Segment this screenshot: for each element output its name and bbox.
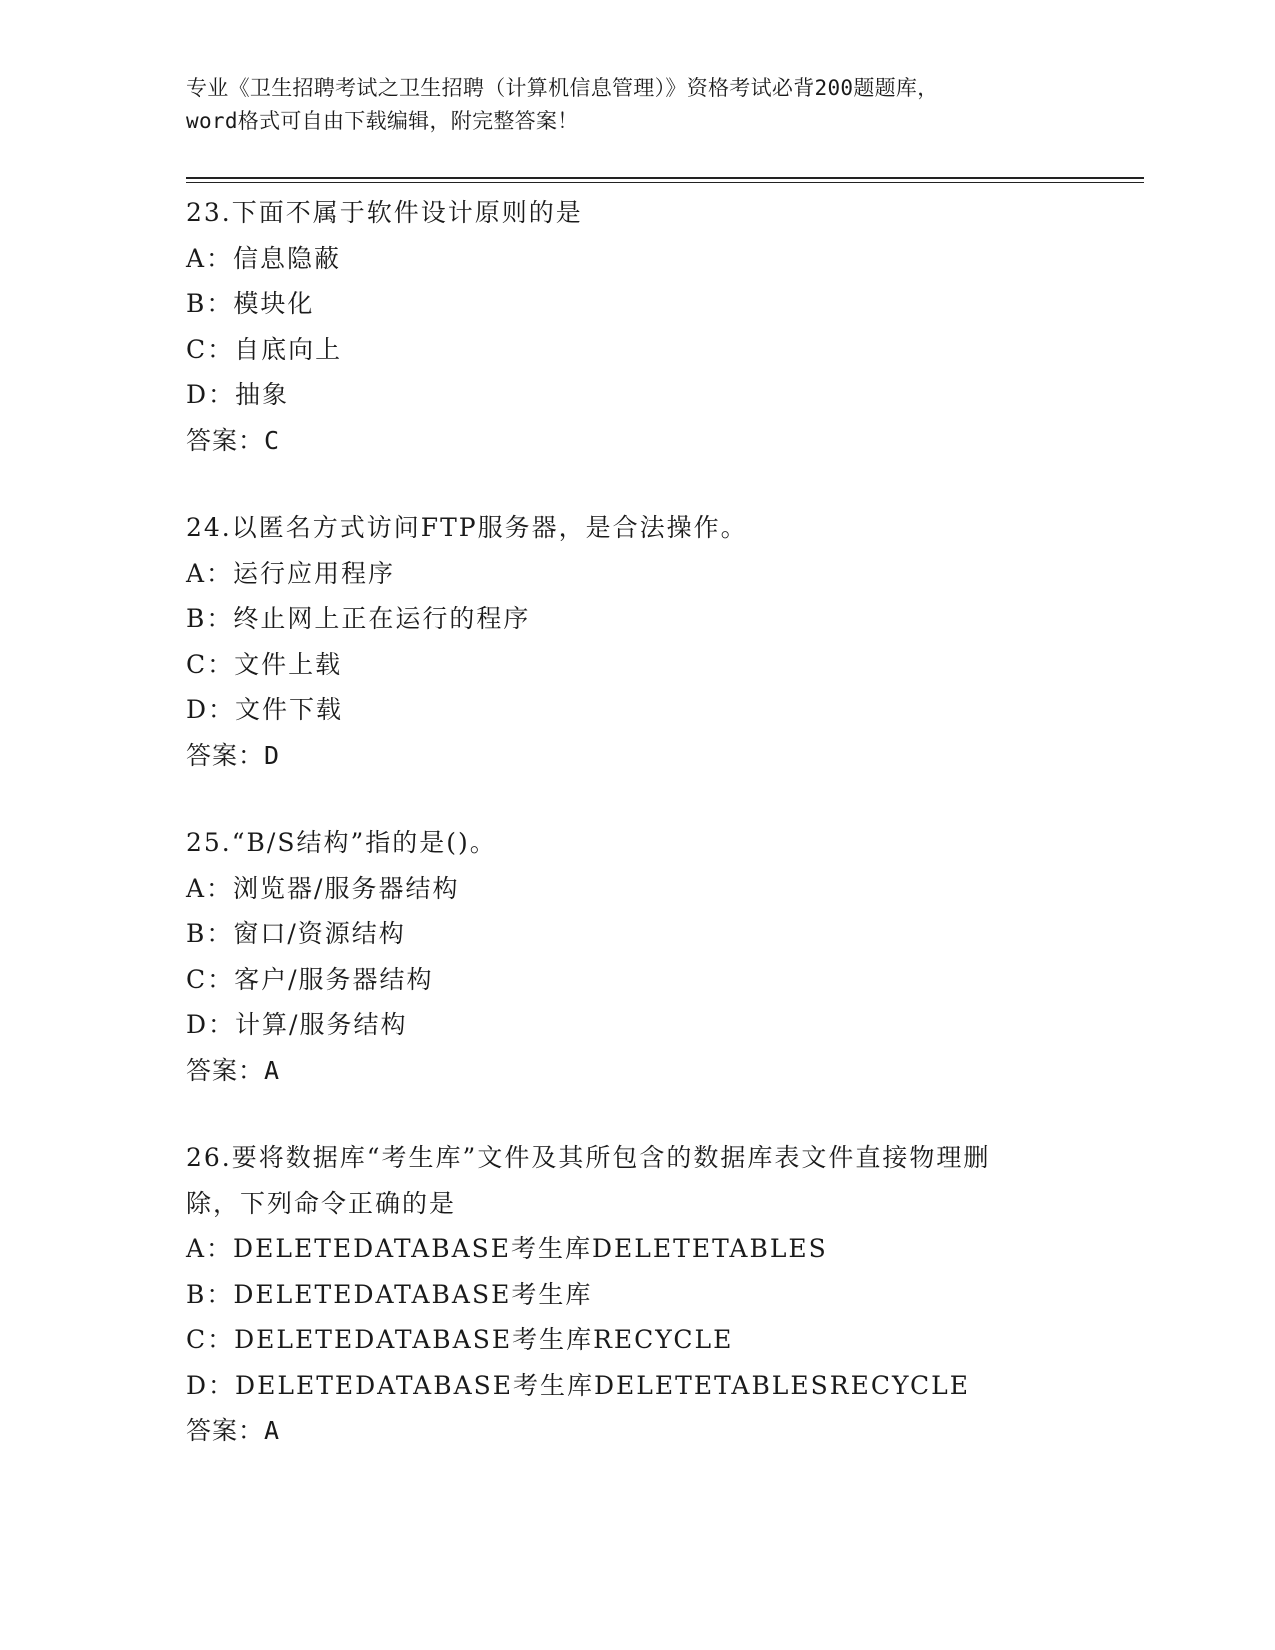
answer-label: 答案： [186, 740, 265, 770]
question-list [186, 190, 1086, 1496]
question-23 [186, 190, 1086, 463]
answer-line [186, 733, 1086, 779]
document-header [186, 72, 1086, 138]
answer-label: 答案： [186, 1055, 265, 1085]
answer-label: 答案： [186, 425, 265, 455]
header-line-2: word格式可自由下载编辑，附完整答案！ [186, 109, 579, 133]
answer-value: C [264, 425, 281, 455]
question-stem: 23.下面不属于软件设计原则的是 [186, 198, 583, 227]
question-stem: 24.以匿名方式访问FTP服务器，是合法操作。 [186, 513, 748, 542]
header-divider-thick [186, 177, 1144, 179]
option-a: A：DELETEDATABASE考生库DELETETABLES [186, 1234, 828, 1263]
question-stem: 25.“B/S结构”指的是()。 [186, 828, 497, 857]
answer-label: 答案： [186, 1416, 265, 1445]
option-b: B：DELETEDATABASE考生库 [186, 1279, 593, 1309]
option-a: A：浏览器/服务器结构 [186, 873, 460, 903]
header-divider-thin [186, 182, 1144, 183]
answer-line [186, 418, 1086, 464]
option-b: B：终止网上正在运行的程序 [186, 604, 531, 633]
question-stem-line-1: 26.要将数据库“考生库”文件及其所包含的数据库表文件直接物理删 [186, 1143, 991, 1172]
question-26 [186, 1135, 1086, 1454]
option-a: A：信息隐蔽 [186, 243, 342, 273]
question-stem-line-2: 除，下列命令正确的是 [186, 1188, 457, 1218]
answer-line [186, 1048, 1086, 1094]
option-c: C：DELETEDATABASE考生库RECYCLE [186, 1325, 734, 1354]
option-c: C：客户/服务器结构 [186, 964, 434, 994]
question-25 [186, 820, 1086, 1093]
answer-value: A [264, 1055, 281, 1085]
header-line-1: 专业《卫生招聘考试之卫生招聘（计算机信息管理）》资格考试必背200题题库， [186, 76, 939, 100]
option-d: D：文件下载 [186, 695, 344, 724]
option-c: C：自底向上 [186, 334, 343, 364]
answer-value: D [264, 740, 281, 770]
option-b: B：模块化 [186, 289, 315, 318]
answer-line [186, 1408, 1086, 1454]
option-d: D：DELETEDATABASE考生库DELETETABLESRECYCLE [186, 1370, 971, 1400]
question-24 [186, 505, 1086, 778]
option-a: A：运行应用程序 [186, 558, 396, 588]
option-c: C：文件上载 [186, 649, 343, 679]
answer-value: A [264, 1416, 281, 1445]
option-d: D：计算/服务结构 [186, 1010, 408, 1039]
option-d: D：抽象 [186, 380, 290, 409]
option-b: B：窗口/资源结构 [186, 919, 406, 948]
